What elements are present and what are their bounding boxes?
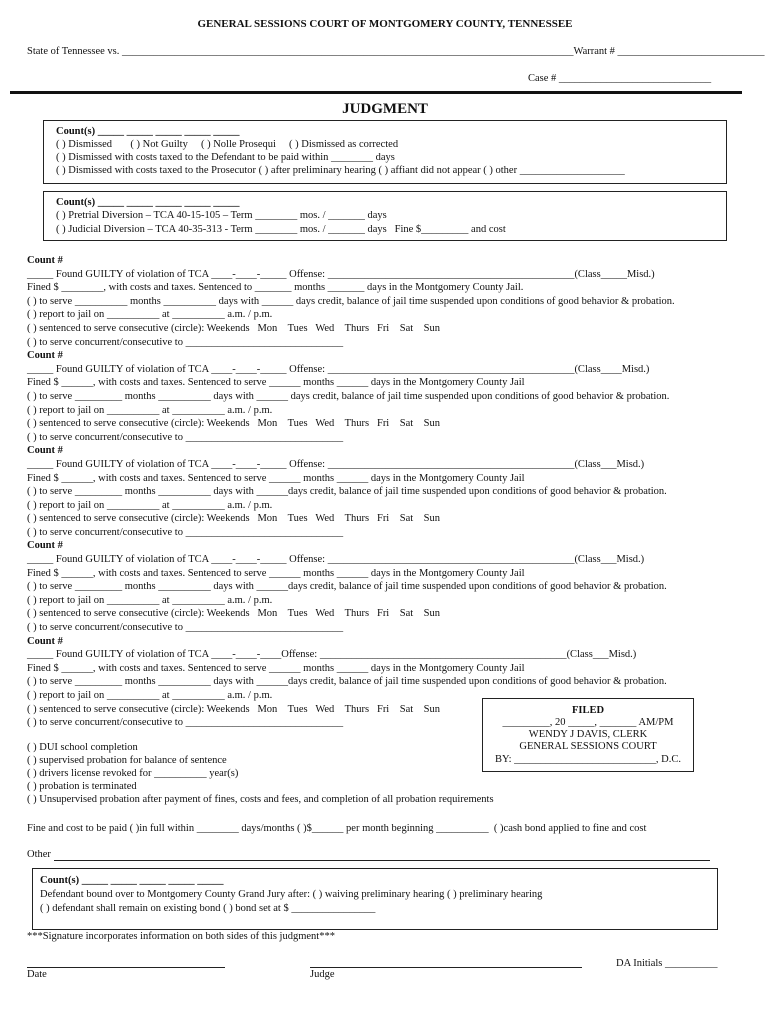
report-line[interactable]: ( ) report to jail on __________ at __________ a.m. / p.m. [27,499,273,511]
concurrent-line[interactable]: ( ) to serve concurrent/consecutive to ______________________________ [27,526,344,538]
count-section [27,444,675,539]
filed-date-line[interactable]: _________, 20 _____, _______ AM/PM [502,717,674,728]
dui-school-option[interactable]: ( ) DUI school completion [27,742,138,753]
pretrial-diversion[interactable]: ( ) Pretrial Diversion – TCA 40-15-105 – Term ________ mos. / _______ days [56,210,387,221]
bound-counts[interactable]: Count(s) _____ _____ _____ _____ _____ [40,875,224,886]
concurrent-line[interactable]: ( ) to serve concurrent/consecutive to ______________________________ [27,622,344,634]
fined-line[interactable]: Fined $ ______, with costs and taxes. Sentenced to serve ______ months ______ days in the Montgomery County Jail [27,472,525,484]
conditions-list [27,741,494,806]
count-heading: Count # [27,350,63,362]
count-section [27,254,675,349]
dismissal-counts[interactable]: Count(s) _____ _____ _____ _____ _____ [56,126,240,137]
probation-terminated-option[interactable]: ( ) probation is terminated [27,781,137,792]
diversion-counts[interactable]: Count(s) _____ _____ _____ _____ _____ [56,197,240,208]
serve-line[interactable]: ( ) to serve _________ months __________ days with ______days credit, balance of jail time suspended upon conditions of good behavior & probation. [27,581,667,593]
guilty-line[interactable]: _____ Found GUILTY of violation of TCA ____-____-_____ Offense: _______________________________________________(Class___Misd.) [27,554,645,566]
consecutive-line[interactable]: ( ) sentenced to serve consecutive (circle): Weekends Mon Tues Wed Thurs Fri Sat Sun [27,322,440,334]
date-signature-line[interactable] [27,967,225,968]
signature-note: ***Signature incorporates information on both sides of this judgment*** [27,931,335,942]
count-sections [27,254,675,730]
dismissal-costs-prosecutor[interactable]: ( ) Dismissed with costs taxed to the Prosecutor ( ) after preliminary hearing ( ) affiant did not appear ( ) other ____________________ [56,165,625,176]
filed-title: FILED [571,705,605,716]
bound-over-box [32,868,718,930]
bond-line[interactable]: ( ) defendant shall remain on existing bond ( ) bond set at $ ________________ [40,903,376,914]
judge-signature-line[interactable] [310,967,582,968]
judge-label: Judge [310,969,335,980]
count-section [27,349,675,444]
date-label: Date [27,969,47,980]
report-line[interactable]: ( ) report to jail on __________ at __________ a.m. / p.m. [27,309,273,321]
guilty-line[interactable]: _____ Found GUILTY of violation of TCA ____-____-_____ Offense: _______________________________________________(Class_____Misd.) [27,268,655,280]
fined-line[interactable]: Fined $ ______, with costs and taxes. Sentenced to serve ______ months ______ days in the Montgomery County Jail [27,377,525,389]
case-number-line[interactable]: Case # _____________________________ [528,73,712,84]
judicial-diversion[interactable]: ( ) Judicial Diversion – TCA 40-35-313 - Term ________ mos. / _______ days Fine $_________ and cost [56,224,506,235]
serve-line[interactable]: ( ) to serve __________ months __________ days with ______ days credit, balance of jail time suspended upon conditions of good behavior & probation. [27,295,675,307]
other-line[interactable] [54,860,710,861]
count-heading: Count # [27,540,63,552]
clerk-name: WENDY J DAVIS, CLERK [528,729,648,740]
count-section [27,539,675,634]
dismissal-costs-defendant[interactable]: ( ) Dismissed with costs taxed to the Defendant to be paid within ________ days [56,152,395,163]
license-revoked-option[interactable]: ( ) drivers license revoked for __________ year(s) [27,768,239,779]
state-warrant-line[interactable]: State of Tennessee vs. ______________________________________________________________________________________Warrant # ____________________________ [27,46,765,57]
consecutive-line[interactable]: ( ) sentenced to serve consecutive (circle): Weekends Mon Tues Wed Thurs Fri Sat Sun [27,608,440,620]
supervised-probation-option[interactable]: ( ) supervised probation for balance of sentence [27,755,227,766]
header-divider [10,91,742,94]
dismissal-options[interactable]: ( ) Dismissed ( ) Not Guilty ( ) Nolle Prosequi ( ) Dismissed as corrected [56,139,399,150]
judgment-title: JUDGMENT [342,101,428,117]
other-label: Other [27,849,51,860]
fine-payment-line[interactable]: Fine and cost to be paid ( )in full within ________ days/months ( )$______ per month beginning __________ ( )cash bond applied to fine and cost [27,823,647,834]
concurrent-line[interactable]: ( ) to serve concurrent/consecutive to ______________________________ [27,431,344,443]
court-title: GENERAL SESSIONS COURT OF MONTGOMERY COUNTY, TENNESSEE [197,18,573,30]
count-heading: Count # [27,445,63,457]
diversion-box [43,191,727,241]
fined-line[interactable]: Fined $ ______, with costs and taxes. Sentenced to serve ______ months ______ days in the Montgomery County Jail [27,662,525,674]
da-initials[interactable]: DA Initials __________ [616,958,718,969]
grand-jury-line[interactable]: Defendant bound over to Montgomery County Grand Jury after: ( ) waiving preliminary hearing ( ) preliminary hearing [40,889,543,900]
report-line[interactable]: ( ) report to jail on __________ at __________ a.m. / p.m. [27,594,273,606]
guilty-line[interactable]: _____ Found GUILTY of violation of TCA ____-____-_____ Offense: _______________________________________________(Class____Misd.) [27,363,650,375]
dismissal-box [43,120,727,184]
serve-line[interactable]: ( ) to serve _________ months __________ days with ______days credit, balance of jail time suspended upon conditions of good behavior & probation. [27,486,667,498]
serve-line[interactable]: ( ) to serve _________ months __________ days with ______days credit, balance of jail time suspended upon conditions of good behavior & probation. [27,676,667,688]
consecutive-line[interactable]: ( ) sentenced to serve consecutive (circle): Weekends Mon Tues Wed Thurs Fri Sat Sun [27,703,440,715]
report-line[interactable]: ( ) report to jail on __________ at __________ a.m. / p.m. [27,404,273,416]
fined-line[interactable]: Fined $ ________, with costs and taxes. Sentenced to _______ months _______ days in the Montgomery County Jail. [27,282,524,294]
court-name: GENERAL SESSIONS COURT [519,741,657,752]
serve-line[interactable]: ( ) to serve _________ months __________ days with ______ days credit, balance of jail time suspended upon conditions of good behavior & probation. [27,390,670,402]
consecutive-line[interactable]: ( ) sentenced to serve consecutive (circle): Weekends Mon Tues Wed Thurs Fri Sat Sun [27,513,440,525]
count-heading: Count # [27,635,63,647]
consecutive-line[interactable]: ( ) sentenced to serve consecutive (circle): Weekends Mon Tues Wed Thurs Fri Sat Sun [27,418,440,430]
guilty-line[interactable]: _____ Found GUILTY of violation of TCA ____-____-____Offense: _______________________________________________(Class___Misd.) [27,649,637,661]
fined-line[interactable]: Fined $ ______, with costs and taxes. Sentenced to serve ______ months ______ days in the Montgomery County Jail [27,567,525,579]
count-heading: Count # [27,255,63,266]
concurrent-line[interactable]: ( ) to serve concurrent/consecutive to ______________________________ [27,336,344,348]
deputy-clerk-line[interactable]: BY: ___________________________, D.C. [494,754,681,765]
guilty-line[interactable]: _____ Found GUILTY of violation of TCA ____-____-_____ Offense: _______________________________________________(Class___Misd.) [27,458,645,470]
concurrent-line[interactable]: ( ) to serve concurrent/consecutive to ______________________________ [27,717,344,729]
report-line[interactable]: ( ) report to jail on __________ at __________ a.m. / p.m. [27,690,273,701]
unsupervised-probation-option[interactable]: ( ) Unsupervised probation after payment of fines, costs and fees, and completion of all probation requirements [27,794,494,805]
filed-box [482,698,694,772]
